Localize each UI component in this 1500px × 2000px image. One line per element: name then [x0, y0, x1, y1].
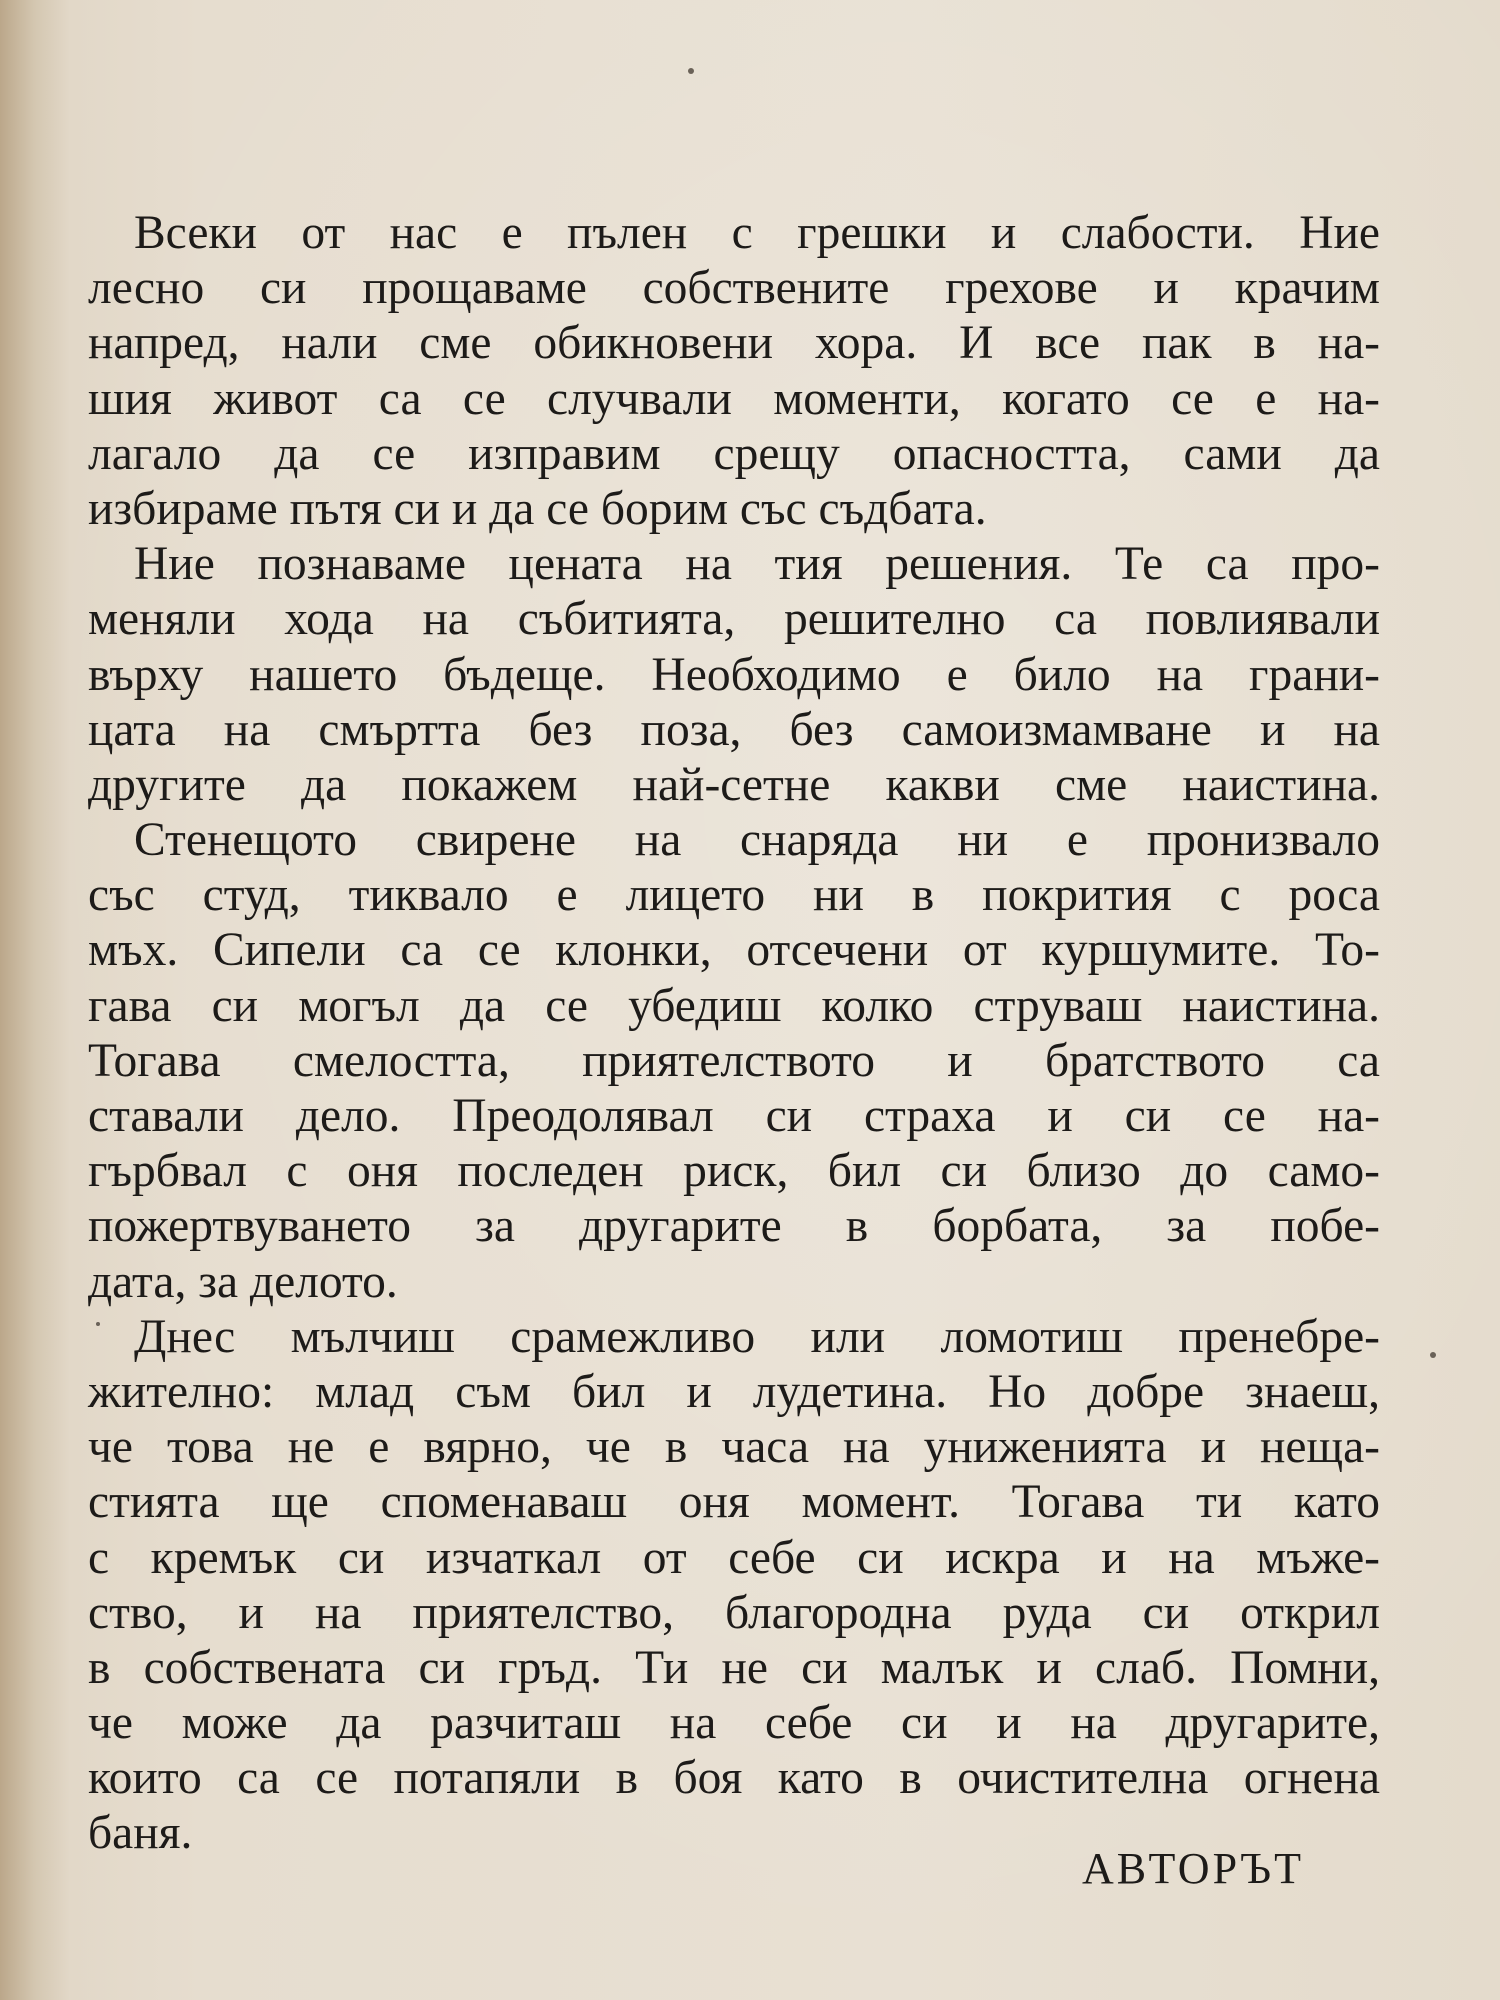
paper-speck — [96, 1322, 100, 1326]
text-line: лагало да се изправим срещу опасността, сами да — [88, 427, 1380, 480]
text-line: ство, и на приятелство, благородна руда си открил — [88, 1586, 1380, 1639]
text-line: с кремък си изчаткал от себе си искра и на мъже- — [88, 1531, 1380, 1584]
text-line: жително: млад съм бил и лудетина. Но добре знаеш, — [88, 1365, 1380, 1418]
text-line: Днес мълчиш срамежливо или ломотиш пренебре- — [134, 1310, 1380, 1363]
text-line: Всеки от нас е пълен с грешки и слабости. Ние — [134, 207, 1380, 259]
text-line: Тогава смелостта, приятелството и братството са — [88, 1034, 1380, 1087]
text-line: че това не е вярно, че в часа на униженията и неща- — [88, 1421, 1380, 1474]
text-line: ставали дело. Преодолявал си страха и си се на- — [88, 1090, 1380, 1142]
text-line: напред, нали сме обикновени хора. И все пак в на- — [88, 317, 1380, 370]
text-line: гава си могъл да се убедиш колко струваш наистина. — [88, 979, 1380, 1032]
text-line: в собствената си гръд. Ти не си малък и слаб. Помни, — [88, 1641, 1380, 1694]
text-line: цата на смъртта без поза, без самоизмамване и на — [88, 703, 1380, 756]
text-line: шия живот са се случвали моменти, когато се е на- — [88, 372, 1380, 425]
text-line: лесно си прощаваме собствените грехове и крачим — [88, 262, 1380, 315]
text-line: които са се потапяли в боя като в очистителна огнена — [88, 1752, 1380, 1805]
paragraph-3 — [88, 813, 1380, 1310]
paragraph-2 — [88, 537, 1380, 813]
author-signature: АВТОРЪТ — [1081, 1844, 1304, 1893]
text-line: баня. — [88, 1807, 193, 1860]
text-line: другите да покажем най-сетне какви сме наистина. — [88, 758, 1380, 811]
text-line: гърбвал с оня последен риск, бил си близо до само- — [88, 1145, 1380, 1198]
paper-speck — [688, 68, 694, 74]
text-line: че може да разчиташ на себе си и на другарите, — [88, 1697, 1380, 1750]
text-line: меняли хода на събитията, решително са повлиявали — [88, 593, 1380, 646]
text-line: върху нашето бъдеще. Необходимо е било на грани- — [88, 648, 1380, 701]
body-text — [88, 206, 1380, 1862]
text-line: мъх. Сипели са се клонки, отсечени от куршумите. То- — [88, 924, 1380, 977]
text-line: със студ, тиквало е лицето ни в покрития с роса — [88, 869, 1380, 922]
paragraph-1 — [88, 206, 1380, 537]
text-line: дата, за делото. — [88, 1255, 398, 1308]
text-line: пожертвуването за другарите в борбата, за побе- — [88, 1200, 1380, 1253]
text-line: избираме пътя си и да се борим със съдбата. — [88, 482, 987, 535]
paragraph-4 — [88, 1310, 1380, 1862]
text-line: стията ще споменаваш оня момент. Тогава ти като — [88, 1476, 1380, 1529]
paper-speck — [1430, 1352, 1436, 1358]
text-line: Стенещото свирене на снаряда ни е пронизвало — [134, 814, 1380, 867]
text-line: Ние познаваме цената на тия решения. Те са про- — [134, 538, 1380, 591]
